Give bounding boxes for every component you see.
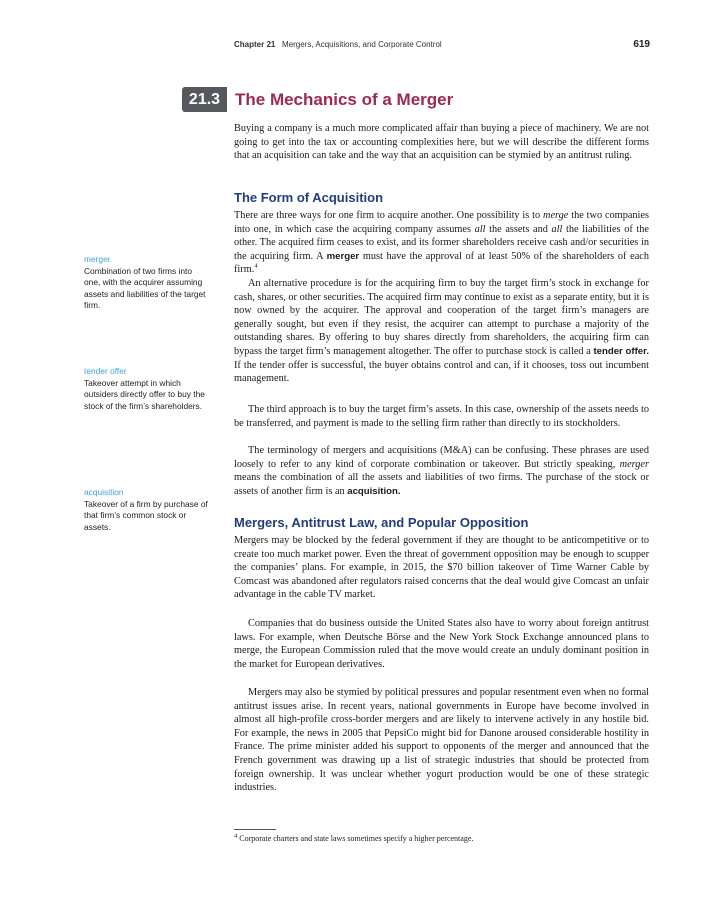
footnote-text: Corporate charters and state laws sometimes specify a higher percentage. [239,834,474,843]
footnote-ref: 4 [254,262,258,270]
paragraph-form-3: The third approach is to buy the target firm’s assets. In this case, ownership of the assets needs to be transferred, and payment is made to the selling firm rather than directly to its stockholders. [234,404,649,429]
key-term-acquisition: acquisition. [347,485,401,497]
paragraph-antitrust-2: Companies that do business outside the United States also have to worry about foreign antitrust laws. For example, when Deutsche Börse and the New York Stock Exchange announced plans to merge, the European Commission ruled that the move would create an unduly dominant position in the market for European derivatives. [234,618,649,670]
footnote [234,834,473,843]
chapter-title: Mergers, Acquisitions, and Corporate Control [282,40,442,49]
glossary-definition: Takeover attempt in which outsiders directly offer to buy the stock of the firm’s shareholders. [84,377,205,411]
subheading-antitrust: Mergers, Antitrust Law, and Popular Opposition [234,515,529,530]
key-term-merger: merger [326,250,360,262]
paragraph-form-2: An alternative procedure is for the acquiring firm to buy the target firm’s stock in exchange for cash, shares, or other securities. The acquired firm may continue to exist as a separate entity, but it is now owned by the acquirer. The approval and cooperation of the target firm’s managers are generally sought, but even if they resist, the acquirer can attempt to purchase a majority of the outstanding shares. By offering to buy shares directly from shareholders, the acquiring firm can bypass the target firm’s management altogether. The offer to purchase stock is called a tender offer. If the tender offer is successful, the buyer obtains control and can, if it chooses, toss out incumbent management. [234,278,649,385]
paragraph-form-4: The terminology of mergers and acquisitions (M&A) can be confusing. These phrases are used loosely to refer to any kind of corporate combination or takeover. But strictly speaking, merger means the combination of all the assets and liabilities of two firms. The purchase of the stock or assets of another firm is an acquisition. [234,445,649,497]
page-number: 619 [633,39,650,50]
glossary-acquisition [84,487,208,533]
glossary-merger [84,254,208,312]
glossary-definition: Takeover of a firm by purchase of that firm’s common stock or assets. [84,498,208,532]
footnote-rule [234,829,276,830]
glossary-term: merger [84,254,111,264]
section-number-badge: 21.3 [182,87,227,112]
paragraph-antitrust-1: Mergers may be blocked by the federal government if they are thought to be anticompetitive or to create too much market power. Even the threat of government opposition may be enough to scupper the companies’ plans. For example, in 2015, the $70 billion takeover of Time Warner Cable by Comcast was abandoned after regulators raised concerns that the deal would give Comcast an unfair advantage in the cable TV market. [234,535,649,601]
paragraph-form-1: There are three ways for one firm to acquire another. One possibility is to merge the two companies into one, in which case the acquiring company assumes all the assets and all the liabilities of the other. The acquired firm ceases to exist, and its former shareholders receive cash and/or securities in the acquiring firm. A merger must have the approval of at least 50% of the shareholders of each firm.$^4$ [234,210,649,276]
glossary-definition: Combination of two firms into one, with the acquirer assuming assets and liabilities of the target firm. [84,265,206,311]
glossary-term: tender offer [84,366,127,376]
paragraph-antitrust-3: Mergers may also be stymied by political pressures and popular resentment even when no formal antitrust issues arise. In recent years, national governments in Europe have become involved in almost all high-profile cross-border mergers and are likely to intervene actively in any hostile bid. For example, the news in 2005 that PepsiCo might bid for Danone aroused considerable hostility in France. The prime minister added his support to opponents of the merger and announced that the French government was drawing up a list of strategic industries that should be protected from foreign ownership. It was unclear whether yogurt production would be one of these strategic industries. [234,687,649,794]
subheading-form-of-acquisition: The Form of Acquisition [234,190,384,205]
section-title: The Mechanics of a Merger [235,90,454,109]
glossary-tender-offer [84,366,208,412]
chapter-label: Chapter 21 [234,40,276,49]
running-head [234,40,650,54]
section-intro: Buying a company is a much more complicated affair than buying a piece of machinery. We are not going to get into the tax or accounting complexities here, but we will describe the different forms that an acquisition can take and the way that an acquisition can be stymied by an antitrust ruling. [234,123,649,162]
glossary-term: acquisition [84,487,124,497]
key-term-tender-offer: tender offer. [593,345,649,357]
footnote-number: 4 [234,832,238,840]
